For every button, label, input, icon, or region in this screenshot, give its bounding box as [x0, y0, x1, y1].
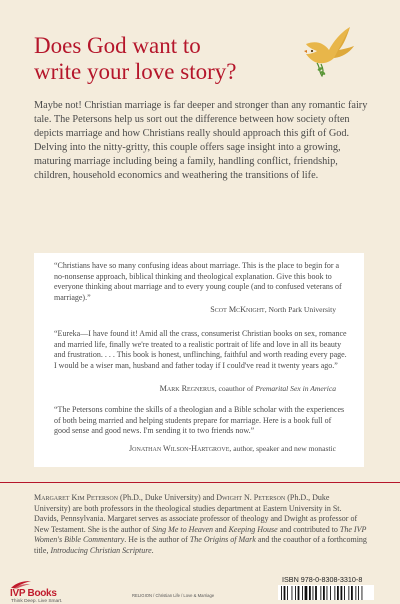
barcode-bar [287, 586, 288, 600]
headline-line-1: Does God want to [34, 33, 201, 58]
endorsement-affiliation-3: , author, speaker and new monastic [229, 444, 336, 453]
barcode-icon [278, 585, 374, 600]
barcode-bar [337, 586, 339, 600]
bio-text: (Ph.D., Duke University) are both professors in the theological studies department at Eastern University in St. Davids, Pennsylvania. Margaret serves as associate professor of theology and Dwight as professor of New Testament. She is the author of [34, 493, 358, 534]
barcode-bar [292, 586, 293, 600]
endorsement-affiliation-1: , North Park University [264, 305, 336, 314]
headline [34, 33, 284, 85]
barcode-bar [309, 586, 311, 600]
bio-text: and [213, 524, 229, 534]
barcode-bar [334, 586, 335, 600]
barcode-bar [358, 586, 359, 600]
publisher-tagline: Think Deep. Live Smart. [11, 599, 63, 604]
bio-text: and the coauthor of a forthcoming title, [34, 535, 367, 555]
barcode-bar [362, 586, 363, 600]
barcode-bar [281, 586, 282, 600]
barcode-bar [320, 586, 321, 600]
barcode-bar [348, 586, 349, 600]
barcode-bar [315, 586, 317, 600]
endorsement-attribution-3 [129, 444, 336, 454]
barcode-bar [298, 586, 300, 600]
dove-icon [300, 20, 360, 82]
endorsement-author-2: Mark Regnerus [159, 384, 215, 393]
barcode-bar [295, 586, 296, 600]
book-title: Keeping House [228, 524, 278, 534]
barcode-bar [330, 586, 331, 600]
bio-text: and contributed to [277, 524, 340, 534]
category-label: RELIGION / Christian Life / Love & Marriage [132, 593, 215, 598]
barcode-bar [341, 586, 343, 600]
barcode-bar [302, 586, 303, 600]
barcode-bar [284, 586, 286, 600]
endorsement-affiliation-prefix-2: , coauthor of [214, 384, 256, 393]
book-title: Introducing Christian Scripture [50, 545, 152, 555]
divider-rule [0, 482, 400, 483]
endorsement-quote-1: “Christians have so many confusing ideas about marriage. This is the place to begin for a no-nonsense approach, biblical thinking and theological explanation. Give this book to everyone thinking about marriage and to every young couple (and to confused veterans of marriage).” [54, 261, 342, 303]
publisher-name: IVP Books [10, 588, 57, 599]
barcode-bar [313, 586, 314, 600]
endorsement-attribution-2 [160, 384, 336, 394]
barcode-bar [323, 586, 325, 600]
isbn-label: ISBN 978-0-8308-3310-8 [282, 575, 363, 584]
barcode-bar [344, 586, 345, 600]
bio-text: (Ph.D., Duke University) and [118, 493, 217, 502]
book-title: The IVP Women's Bible Commentary [34, 524, 367, 545]
barcode-bar [327, 586, 328, 600]
endorsement-author-3: Jonathan Wilson-Hartgrove [128, 444, 230, 453]
endorsement-author-1: Scot McKnight [210, 305, 265, 314]
bio-text: . [151, 545, 154, 555]
book-title: The Origins of Mark [189, 535, 256, 545]
headline-line-2: write your love story? [34, 59, 237, 84]
barcode-bar [355, 586, 356, 600]
author-name-2: Dwight N. Peterson [216, 493, 286, 502]
barcode-bar [305, 586, 308, 600]
book-title: Sing Me to Heaven [151, 524, 214, 534]
endorsement-quote-3: “The Petersons combine the skills of a theologian and a Bible scholar with the experiences of both being married and helping students prepare for marriage. Here is a book full of good sense and good news. I'm sending it to two friends now.” [54, 405, 345, 436]
author-name-1: Margaret Kim Peterson [34, 493, 119, 502]
endorsement-attribution-1 [210, 305, 336, 315]
intro-paragraph: Maybe not! Christian marriage is far deeper and stronger than any romantic fairy tale. The Petersons help us sort out the difference between how society often depicts marriage and how Christians really should approach this gift of God. Delving into the nitty-gritty, this couple offers sage insight into a growing, maturing marriage including being a family, handling conflict, friendship, children, household economics and weathering the transitions of life. [34, 100, 368, 182]
endorsement-quote-2: “Eureka—I have found it! Amid all the crass, consumerist Christian books on sex, romance and married life, finally we're treated to a realistic portrait of life and love in all its beauty and frustration. . . . This book is honest, unflinching, faithful and worth reading every page. I would be a wiser man, husband and father today if I could've read it twenty years ago.” [54, 329, 347, 371]
barcode-bar [351, 586, 353, 600]
endorsement-book-title-2: Premarital Sex in America [255, 384, 336, 393]
bio-text: . He is the author of [124, 535, 190, 545]
author-bio [34, 493, 367, 557]
